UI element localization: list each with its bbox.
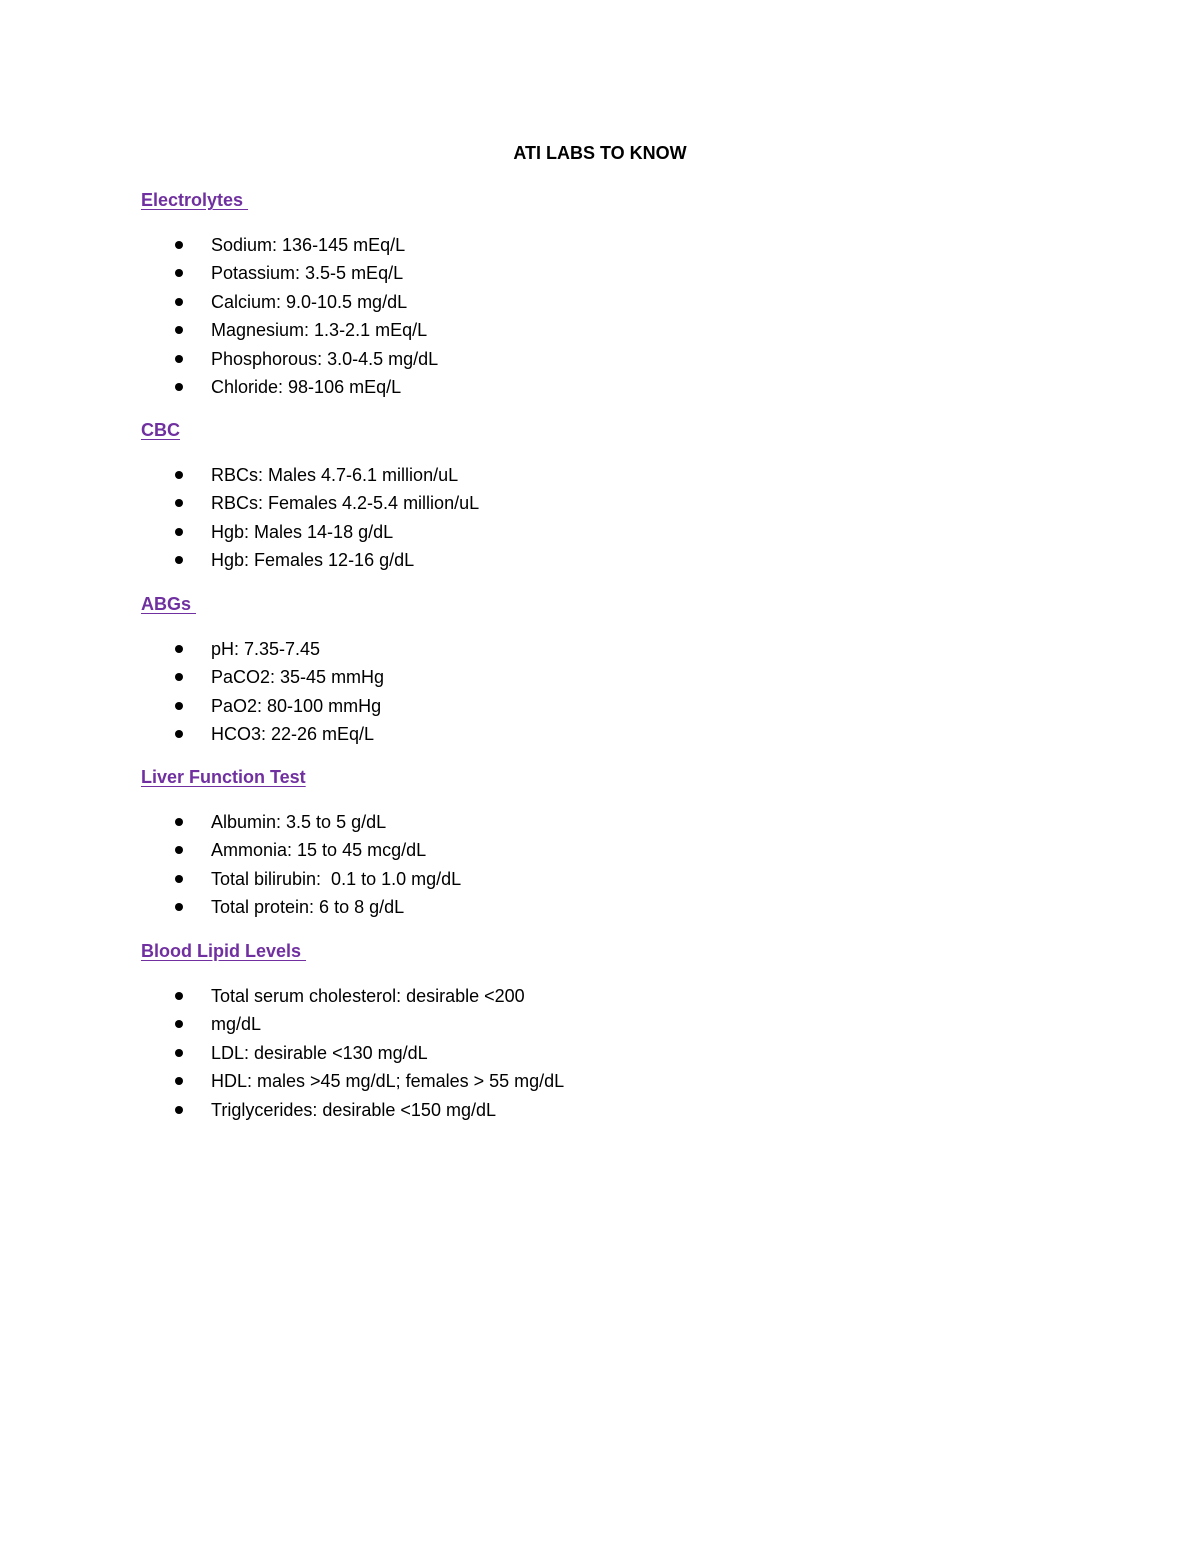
- item-text: PaO2: 80-100 mmHg: [211, 695, 382, 716]
- item-text: pH: 7.35-7.45: [211, 639, 321, 659]
- item-text: LDL: desirable <130 mg/dL: [211, 1042, 428, 1063]
- section-heading: Electrolytes: [141, 190, 249, 210]
- document-title: ATI LABS TO KNOW: [513, 143, 687, 163]
- item-list: [141, 461, 1041, 575]
- list-item: [141, 518, 1041, 546]
- bullet-icon: [175, 383, 183, 391]
- bullet-icon: [175, 702, 183, 710]
- bullet-icon: [175, 875, 183, 883]
- bullet-icon: [175, 730, 183, 738]
- bullet-icon: [175, 471, 183, 479]
- bullet-icon: [175, 241, 183, 249]
- list-item: [141, 836, 1041, 864]
- item-text: Calcium: 9.0-10.5 mg/dL: [211, 291, 408, 312]
- item-text: Total bilirubin: 0.1 to 1.0 mg/dL: [211, 868, 462, 889]
- item-text: PaCO2: 35-45 mmHg: [211, 667, 385, 688]
- item-list: [141, 231, 1041, 401]
- list-item: [141, 461, 1041, 489]
- item-list: [141, 635, 1041, 749]
- item-text: HDL: males >45 mg/dL; females > 55 mg/dL: [211, 1071, 565, 1092]
- item-text: Chloride: 98-106 mEq/L: [211, 376, 402, 397]
- item-text: Hgb: Females 12-16 g/dL: [211, 550, 415, 571]
- list-item: [141, 720, 1041, 748]
- section-cbc: [141, 417, 1041, 575]
- list-item: [141, 345, 1041, 373]
- item-text: RBCs: Females 4.2-5.4 million/uL: [211, 493, 480, 514]
- item-text: Triglycerides: desirable <150 mg/dL: [211, 1099, 496, 1120]
- bullet-icon: [175, 645, 183, 653]
- item-text: Total serum cholesterol: desirable <200: [211, 986, 525, 1006]
- list-item: [141, 663, 1041, 691]
- bullet-icon: [175, 1077, 183, 1085]
- list-item: [141, 808, 1041, 836]
- list-item: [141, 231, 1041, 259]
- item-text: Magnesium: 1.3-2.1 mEq/L: [211, 320, 428, 341]
- list-item: [141, 893, 1041, 921]
- item-text: Potassium: 3.5-5 mEq/L: [211, 263, 404, 284]
- list-item: [141, 1096, 1041, 1124]
- list-item: [141, 373, 1041, 401]
- list-item: [141, 865, 1041, 893]
- item-text: Hgb: Males 14-18 g/dL: [211, 521, 394, 542]
- bullet-icon: [175, 326, 183, 334]
- bullet-icon: [175, 556, 183, 564]
- item-list: [141, 808, 1041, 922]
- bullet-icon: [175, 818, 183, 826]
- section-heading: Liver Function Test: [141, 767, 306, 787]
- list-item: [141, 489, 1041, 517]
- item-text: Albumin: 3.5 to 5 g/dL: [211, 812, 387, 832]
- section-heading: ABGs: [141, 594, 197, 614]
- bullet-icon: [175, 673, 183, 681]
- list-item: [141, 288, 1041, 316]
- bullet-icon: [175, 269, 183, 277]
- bullet-icon: [175, 528, 183, 536]
- item-text: Phosphorous: 3.0-4.5 mg/dL: [211, 348, 439, 369]
- section-electrolytes: [141, 187, 1041, 401]
- list-item: [141, 259, 1041, 287]
- list-item: [141, 546, 1041, 574]
- bullet-icon: [175, 846, 183, 854]
- bullet-icon: [175, 355, 183, 363]
- item-text: Total protein: 6 to 8 g/dL: [211, 897, 405, 918]
- section-abgs: [141, 591, 1041, 749]
- list-item: [141, 692, 1041, 720]
- list-item: [141, 1039, 1041, 1067]
- section-liver-function-test: [141, 764, 1041, 922]
- bullet-icon: [175, 903, 183, 911]
- item-text: HCO3: 22-26 mEq/L: [211, 724, 375, 745]
- item-text: Sodium: 136-145 mEq/L: [211, 235, 406, 255]
- list-item: [141, 635, 1041, 663]
- bullet-icon: [175, 1049, 183, 1057]
- item-list: [141, 982, 1041, 1124]
- item-text: RBCs: Males 4.7-6.1 million/uL: [211, 465, 459, 485]
- bullet-icon: [175, 298, 183, 306]
- section-heading: CBC: [141, 420, 180, 440]
- section-heading: Blood Lipid Levels: [141, 941, 307, 961]
- bullet-icon: [175, 1106, 183, 1114]
- list-item: [141, 982, 1041, 1010]
- bullet-icon: [175, 499, 183, 507]
- section-blood-lipid-levels: [141, 938, 1041, 1124]
- bullet-icon: [175, 1020, 183, 1028]
- list-item: [141, 316, 1041, 344]
- list-item: [141, 1010, 1041, 1038]
- bullet-icon: [175, 992, 183, 1000]
- list-item: [141, 1067, 1041, 1095]
- item-text: mg/dL: [211, 1014, 262, 1035]
- item-text: Ammonia: 15 to 45 mcg/dL: [211, 840, 427, 861]
